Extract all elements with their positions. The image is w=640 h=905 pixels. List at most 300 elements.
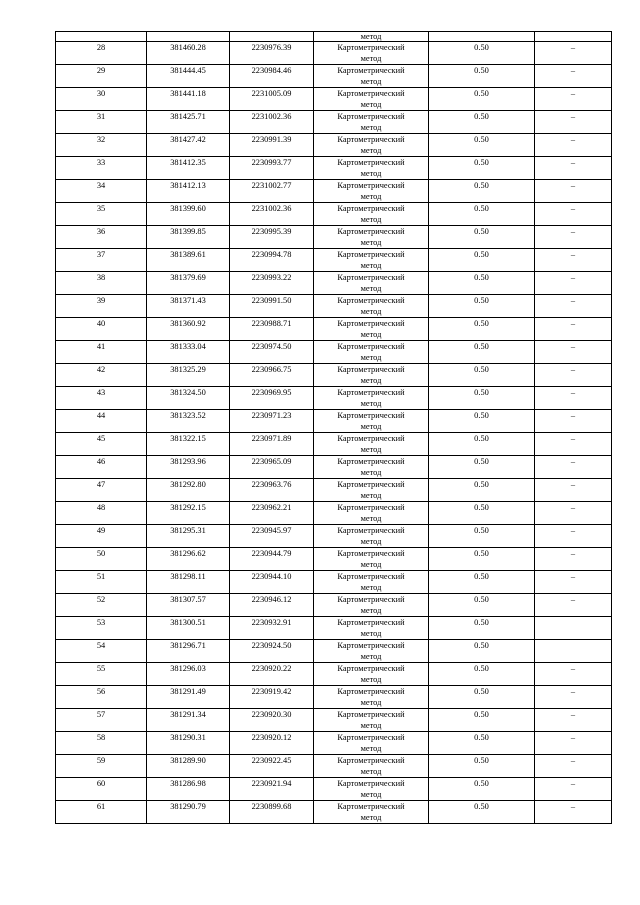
description-cell-text: – [570, 480, 576, 489]
method-cell [314, 640, 429, 663]
point-number-cell-text: 44 [96, 411, 106, 420]
precision-cell [429, 364, 535, 387]
precision-cell-text: 0.50 [474, 664, 489, 673]
x-coordinate-cell [147, 157, 230, 180]
y-coordinate-cell-text: 2230976.39 [251, 43, 292, 52]
x-coordinate-cell [147, 180, 230, 203]
x-coordinate-cell [147, 318, 230, 341]
description-cell [535, 617, 612, 640]
description-cell [535, 571, 612, 594]
description-cell-text: – [570, 135, 576, 144]
method-text [314, 525, 428, 547]
point-number-cell-text: 51 [96, 572, 106, 581]
precision-cell [429, 640, 535, 663]
description-cell [535, 203, 612, 226]
y-coordinate-cell-text: 2231002.36 [251, 112, 292, 121]
method-cell [314, 318, 429, 341]
method-cell [314, 249, 429, 272]
point-number-cell-text: 43 [96, 388, 106, 397]
description-cell [535, 295, 612, 318]
x-coordinate-cell [147, 732, 230, 755]
method-line-1: Картометрический [337, 526, 405, 535]
point-number-cell-text: 28 [96, 43, 106, 52]
precision-cell-text: 0.50 [474, 342, 489, 351]
method-line-2: метод [360, 76, 382, 86]
precision-cell [429, 479, 535, 502]
point-number-cell-text: 47 [96, 480, 106, 489]
y-coordinate-cell-text: 2230988.71 [251, 319, 292, 328]
table-row [56, 732, 612, 755]
method-line-1: Картометрический [337, 687, 405, 696]
y-coordinate-cell-text: 2230991.50 [251, 296, 292, 305]
y-coordinate-cell-text: 2230920.22 [251, 664, 292, 673]
method-text [314, 732, 428, 754]
precision-cell-text: 0.50 [474, 112, 489, 121]
x-coordinate-cell-text: 381371.43 [170, 296, 206, 305]
y-coordinate-cell [230, 732, 314, 755]
description-cell-text: – [570, 204, 576, 213]
point-number-cell [56, 226, 147, 249]
point-number-cell-text: 53 [96, 618, 106, 627]
point-number-cell [56, 525, 147, 548]
method-cell [314, 548, 429, 571]
x-coordinate-cell-text: 381360.92 [170, 319, 206, 328]
description-cell [535, 709, 612, 732]
precision-cell [429, 65, 535, 88]
method-line-2: метод [360, 122, 382, 132]
y-coordinate-cell [230, 433, 314, 456]
table-row [56, 318, 612, 341]
y-coordinate-cell [230, 32, 314, 42]
x-coordinate-cell-text: 381293.96 [170, 457, 206, 466]
description-cell-text: – [570, 457, 576, 466]
y-coordinate-cell-text: 2231002.36 [251, 204, 292, 213]
precision-cell-text: 0.50 [474, 457, 489, 466]
table-row [56, 295, 612, 318]
point-number-cell [56, 88, 147, 111]
precision-cell [429, 571, 535, 594]
precision-cell [429, 525, 535, 548]
x-coordinate-cell-text: 381412.13 [170, 181, 206, 190]
description-cell-text: – [570, 342, 576, 351]
description-cell-text: – [570, 687, 576, 696]
precision-cell [429, 502, 535, 525]
x-coordinate-cell [147, 249, 230, 272]
point-number-cell-text: 30 [96, 89, 106, 98]
precision-cell [429, 341, 535, 364]
method-line-1: Картометрический [337, 779, 405, 788]
x-coordinate-cell-text: 381296.03 [170, 664, 206, 673]
method-text [314, 594, 428, 616]
method-line-2: метод [360, 628, 382, 638]
point-number-cell-text: 29 [96, 66, 106, 75]
table-row [56, 134, 612, 157]
precision-cell-text: 0.50 [474, 43, 489, 52]
y-coordinate-cell [230, 686, 314, 709]
method-text [314, 134, 428, 156]
method-text [314, 42, 428, 64]
method-line-1: Картометрический [337, 43, 405, 52]
precision-cell [429, 548, 535, 571]
precision-cell-text: 0.50 [474, 595, 489, 604]
method-text [314, 456, 428, 478]
description-cell [535, 134, 612, 157]
table-row [56, 203, 612, 226]
x-coordinate-cell-text: 381441.18 [170, 89, 206, 98]
precision-cell [429, 295, 535, 318]
x-coordinate-cell [147, 778, 230, 801]
description-cell-text: – [570, 66, 576, 75]
x-coordinate-cell-text: 381291.49 [170, 687, 206, 696]
description-cell-text: – [570, 411, 576, 420]
y-coordinate-cell [230, 594, 314, 617]
description-cell [535, 525, 612, 548]
table-row [56, 663, 612, 686]
precision-cell-text: 0.50 [474, 733, 489, 742]
x-coordinate-cell [147, 272, 230, 295]
method-line-2: метод [360, 306, 382, 316]
x-coordinate-cell-text: 381399.60 [170, 204, 206, 213]
point-number-cell-text: 37 [96, 250, 106, 259]
point-number-cell-text: 31 [96, 112, 106, 121]
y-coordinate-cell-text: 2230924.50 [251, 641, 292, 650]
point-number-cell-text: 55 [96, 664, 106, 673]
precision-cell-text: 0.50 [474, 273, 489, 282]
point-number-cell-text: 46 [96, 457, 106, 466]
method-line-2: метод [360, 398, 382, 408]
x-coordinate-cell-text: 381322.15 [170, 434, 206, 443]
method-line-1: Картометрический [337, 595, 405, 604]
y-coordinate-cell-text: 2230966.75 [251, 365, 292, 374]
method-cell [314, 42, 429, 65]
table-row [56, 111, 612, 134]
method-cell [314, 456, 429, 479]
x-coordinate-cell-text: 381427.42 [170, 135, 206, 144]
method-text [314, 341, 428, 363]
method-line-1: Картометрический [337, 250, 405, 259]
point-number-cell-text: 56 [96, 687, 106, 696]
precision-cell [429, 663, 535, 686]
point-number-cell [56, 778, 147, 801]
method-line-1: Картометрический [337, 319, 405, 328]
precision-cell-text: 0.50 [474, 480, 489, 489]
point-number-cell-text: 45 [96, 434, 106, 443]
point-number-cell-text: 57 [96, 710, 106, 719]
precision-cell-text: 0.50 [474, 802, 489, 811]
table-row [56, 617, 612, 640]
precision-cell [429, 617, 535, 640]
description-cell-text: – [570, 434, 576, 443]
point-number-cell [56, 318, 147, 341]
description-cell [535, 755, 612, 778]
method-line-2: метод [360, 283, 382, 293]
method-line-1: Картометрический [337, 457, 405, 466]
x-coordinate-cell-text: 381444.45 [170, 66, 206, 75]
point-number-cell [56, 732, 147, 755]
description-cell-text: – [570, 319, 576, 328]
point-number-cell [56, 663, 147, 686]
method-text [314, 548, 428, 570]
description-cell-text: – [570, 756, 576, 765]
y-coordinate-cell [230, 755, 314, 778]
precision-cell-text: 0.50 [474, 365, 489, 374]
precision-cell-text: 0.50 [474, 526, 489, 535]
point-number-cell [56, 180, 147, 203]
method-line-2: метод [360, 444, 382, 454]
method-cell [314, 387, 429, 410]
precision-cell-text: 0.50 [474, 204, 489, 213]
method-cell [314, 663, 429, 686]
table-row [56, 226, 612, 249]
x-coordinate-cell-text: 381399.85 [170, 227, 206, 236]
x-coordinate-cell-text: 381325.29 [170, 365, 206, 374]
point-number-cell [56, 364, 147, 387]
y-coordinate-cell-text: 2230899.68 [251, 802, 292, 811]
table-row [56, 433, 612, 456]
description-cell [535, 502, 612, 525]
description-cell [535, 341, 612, 364]
method-text [314, 640, 428, 662]
point-number-cell [56, 801, 147, 824]
point-number-cell [56, 755, 147, 778]
y-coordinate-cell-text: 2230932.91 [251, 618, 292, 627]
method-line-1: Картометрический [337, 365, 405, 374]
method-line-2: метод [360, 720, 382, 730]
table-row [56, 410, 612, 433]
method-cell [314, 272, 429, 295]
x-coordinate-cell [147, 65, 230, 88]
method-text [314, 686, 428, 708]
y-coordinate-cell-text: 2230969.95 [251, 388, 292, 397]
precision-cell [429, 157, 535, 180]
point-number-cell [56, 134, 147, 157]
y-coordinate-cell [230, 502, 314, 525]
point-number-cell-text: 60 [96, 779, 106, 788]
method-cell [314, 594, 429, 617]
y-coordinate-cell-text: 2230965.09 [251, 457, 292, 466]
x-coordinate-cell [147, 594, 230, 617]
point-number-cell-text: 36 [96, 227, 106, 236]
method-line-2: метод [360, 214, 382, 224]
method-line-2: метод [360, 559, 382, 569]
description-cell-text: – [570, 388, 576, 397]
method-line-1: Картометрический [337, 135, 405, 144]
y-coordinate-cell-text: 2230944.79 [251, 549, 292, 558]
y-coordinate-cell [230, 42, 314, 65]
y-coordinate-cell-text: 2230944.10 [251, 572, 292, 581]
precision-cell-text: 0.50 [474, 434, 489, 443]
method-line-2: метод [360, 789, 382, 799]
method-line-2: метод [360, 191, 382, 201]
table-row [56, 42, 612, 65]
y-coordinate-cell-text: 2231005.09 [251, 89, 292, 98]
x-coordinate-cell [147, 341, 230, 364]
point-number-cell [56, 433, 147, 456]
method-text [314, 272, 428, 294]
method-line-2: метод [360, 467, 382, 477]
description-cell [535, 157, 612, 180]
x-coordinate-cell [147, 226, 230, 249]
y-coordinate-cell-text: 2230919.42 [251, 687, 292, 696]
precision-cell [429, 686, 535, 709]
method-text [314, 663, 428, 685]
description-cell [535, 686, 612, 709]
y-coordinate-cell-text: 2230993.77 [251, 158, 292, 167]
y-coordinate-cell [230, 364, 314, 387]
description-cell-text [535, 617, 611, 618]
method-text [314, 226, 428, 248]
y-coordinate-cell [230, 456, 314, 479]
precision-cell-text: 0.50 [474, 181, 489, 190]
method-cell [314, 65, 429, 88]
x-coordinate-cell [147, 709, 230, 732]
x-coordinate-cell [147, 479, 230, 502]
y-coordinate-cell-text: 2230962.21 [251, 503, 292, 512]
x-coordinate-cell [147, 32, 230, 42]
method-line-2: метод [360, 168, 382, 178]
x-coordinate-cell-text: 381295.31 [170, 526, 206, 535]
method-cell [314, 709, 429, 732]
description-cell [535, 88, 612, 111]
method-line-2: метод [360, 605, 382, 615]
method-line-2: метод [360, 352, 382, 362]
x-coordinate-cell [147, 364, 230, 387]
table-row [56, 65, 612, 88]
method-text [314, 387, 428, 409]
precision-cell [429, 134, 535, 157]
y-coordinate-cell-text: 2230971.89 [251, 434, 292, 443]
method-line-1: Картометрический [337, 733, 405, 742]
y-coordinate-cell [230, 778, 314, 801]
description-cell-text: – [570, 250, 576, 259]
point-number-cell-text: 40 [96, 319, 106, 328]
method-text [314, 709, 428, 731]
x-coordinate-cell [147, 801, 230, 824]
description-cell-text: – [570, 181, 576, 190]
x-coordinate-cell-text: 381292.15 [170, 503, 206, 512]
point-number-cell-text: 39 [96, 296, 106, 305]
table-row [56, 525, 612, 548]
precision-cell-text: 0.50 [474, 227, 489, 236]
x-coordinate-cell [147, 42, 230, 65]
point-number-cell [56, 111, 147, 134]
point-number-cell-text: 35 [96, 204, 106, 213]
description-cell-text: – [570, 779, 576, 788]
y-coordinate-cell [230, 709, 314, 732]
description-cell-text [535, 640, 611, 641]
method-text [314, 433, 428, 455]
x-coordinate-cell [147, 663, 230, 686]
description-cell-text: – [570, 526, 576, 535]
method-line-1: Картометрический [337, 388, 405, 397]
method-line-2: метод [360, 260, 382, 270]
point-number-cell [56, 617, 147, 640]
method-line-1: Картометрический [337, 618, 405, 627]
point-number-cell-text: 49 [96, 526, 106, 535]
point-number-cell [56, 42, 147, 65]
x-coordinate-cell-text: 381412.35 [170, 158, 206, 167]
y-coordinate-cell [230, 525, 314, 548]
x-coordinate-cell-text: 381333.04 [170, 342, 206, 351]
method-cell [314, 364, 429, 387]
x-coordinate-cell [147, 686, 230, 709]
table-row [56, 341, 612, 364]
method-text [314, 157, 428, 179]
y-coordinate-cell-text: 2230922.45 [251, 756, 292, 765]
point-number-cell [56, 272, 147, 295]
method-cell [314, 686, 429, 709]
point-number-cell-text: 59 [96, 756, 106, 765]
method-line-1: Картометрический [337, 434, 405, 443]
x-coordinate-cell-text: 381291.34 [170, 710, 206, 719]
method-text [314, 479, 428, 501]
description-cell-text: – [570, 273, 576, 282]
method-text [314, 410, 428, 432]
method-cell [314, 732, 429, 755]
description-cell [535, 479, 612, 502]
method-line-2: метод [360, 375, 382, 385]
method-cell [314, 157, 429, 180]
method-line-1: Картометрический [337, 641, 405, 650]
method-line-2: метод [360, 766, 382, 776]
table-row [56, 479, 612, 502]
precision-cell-text: 0.50 [474, 158, 489, 167]
table-continuation-row [56, 32, 612, 42]
description-cell-text: – [570, 572, 576, 581]
x-coordinate-cell-text: 381296.71 [170, 641, 206, 650]
y-coordinate-cell [230, 226, 314, 249]
y-coordinate-cell-text: 2230971.23 [251, 411, 292, 420]
method-line-1: Картометрический [337, 273, 405, 282]
method-text [314, 318, 428, 340]
point-number-cell [56, 249, 147, 272]
point-number-cell [56, 410, 147, 433]
description-cell [535, 272, 612, 295]
point-number-cell [56, 479, 147, 502]
description-cell-text: – [570, 664, 576, 673]
method-line-1: Картометрический [337, 756, 405, 765]
point-number-cell [56, 456, 147, 479]
description-cell [535, 180, 612, 203]
x-coordinate-cell [147, 387, 230, 410]
x-coordinate-cell-text: 381324.50 [170, 388, 206, 397]
table-row [56, 387, 612, 410]
point-number-cell-text: 61 [96, 802, 106, 811]
x-coordinate-cell [147, 525, 230, 548]
table-row [56, 709, 612, 732]
method-line-1: Картометрический [337, 802, 405, 811]
precision-cell-text: 0.50 [474, 411, 489, 420]
description-cell [535, 65, 612, 88]
method-cell [314, 801, 429, 824]
description-cell-text: – [570, 733, 576, 742]
description-cell [535, 640, 612, 663]
point-number-cell [56, 65, 147, 88]
x-coordinate-cell [147, 617, 230, 640]
description-cell [535, 594, 612, 617]
method-cell [314, 778, 429, 801]
method-text [314, 755, 428, 777]
precision-cell [429, 433, 535, 456]
description-cell-text: – [570, 112, 576, 121]
precision-cell [429, 456, 535, 479]
precision-cell-text: 0.50 [474, 618, 489, 627]
description-cell [535, 663, 612, 686]
method-line-2: метод [360, 674, 382, 684]
method-cell [314, 755, 429, 778]
description-cell [535, 410, 612, 433]
x-coordinate-cell [147, 433, 230, 456]
